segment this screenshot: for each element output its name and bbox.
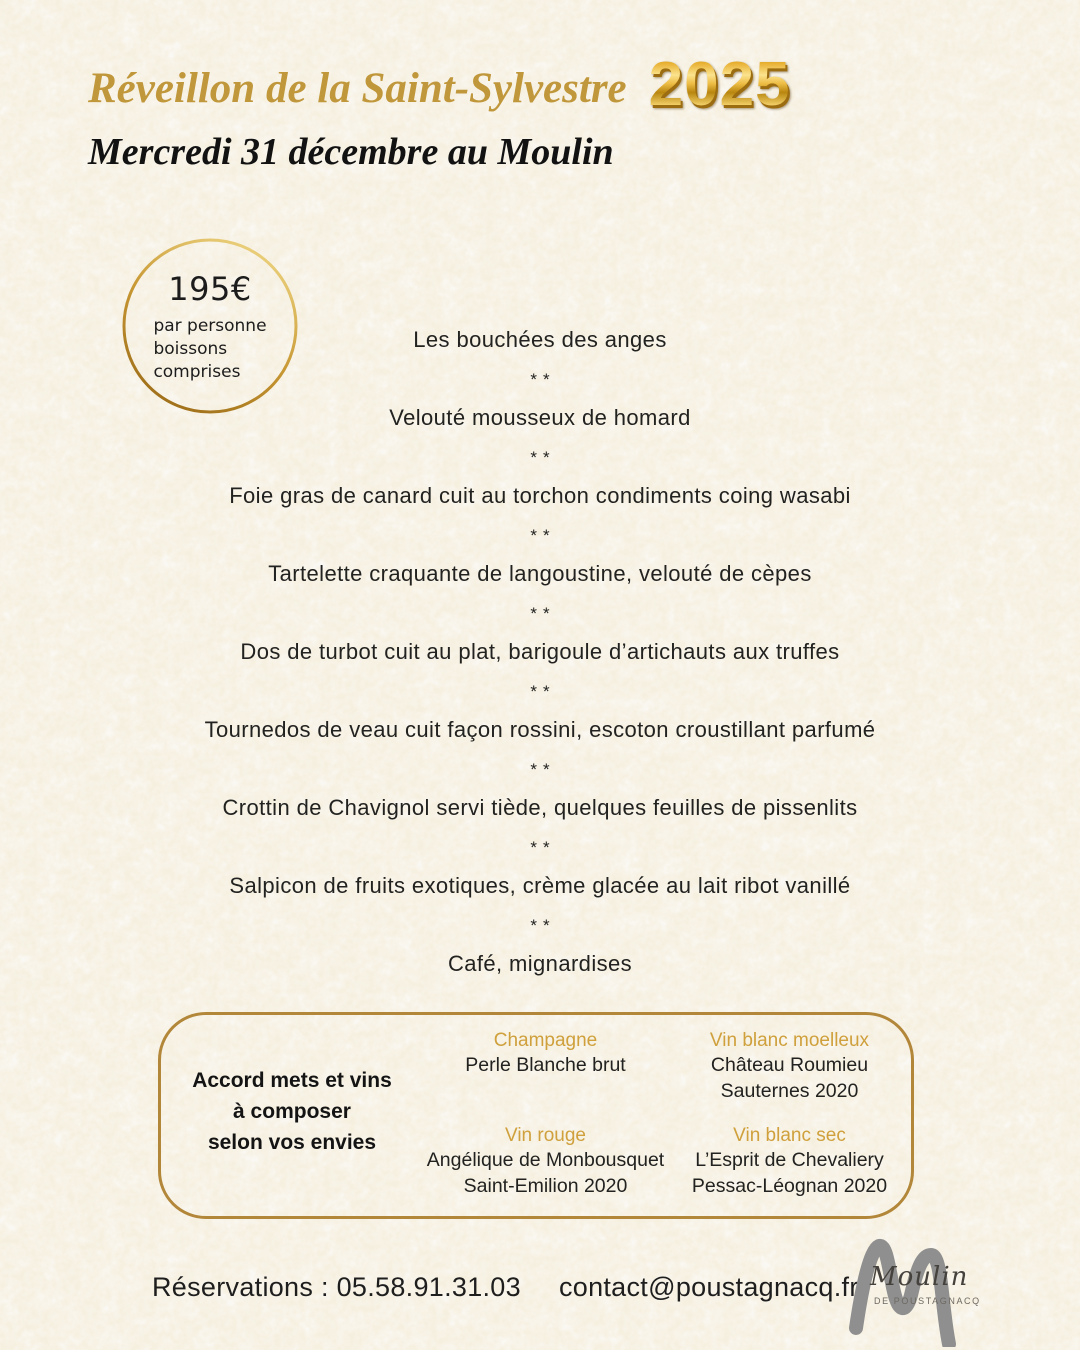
wine-name: L’Esprit de Chevaliery [695,1149,884,1171]
wine-pairing-box [158,1012,914,1219]
menu-item: Dos de turbot cuit au plat, barigoule d’artichauts aux truffes [240,639,840,664]
wine-name: Angélique de Monbousquet [426,1149,665,1171]
wine-pairing [465,1028,625,1079]
wine-pairing [710,1028,869,1104]
menu-item: Salpicon de fruits exotiques, crème glacée au lait ribot vanillé [229,873,851,898]
menu-separator: ** [530,760,556,779]
menu-separator: ** [530,838,556,857]
badge-caption-line: boissons [153,339,228,360]
page-title: Réveillon de la Saint-Sylvestre [88,65,627,113]
wine-intro-line: selon vos envies [207,1131,377,1154]
wine-pairing [692,1123,887,1199]
menu-item: Foie gras de canard cuit au torchon condiments coing wasabi [229,483,851,508]
menu-separator: ** [530,682,556,701]
wine-name: Château Roumieu [710,1054,869,1076]
wine-name: Sauternes 2020 [720,1079,859,1102]
footer [152,1272,859,1303]
wine-category-label: Champagne [493,1030,598,1051]
wine-column [668,1015,911,1216]
wine-intro-line: à composer [233,1100,351,1123]
wine-name: Saint-Emilion 2020 [463,1174,628,1197]
wine-intro-line: Accord mets et vins [192,1069,392,1092]
badge-caption-line: par personne [153,316,267,337]
menu-separator: ** [530,604,556,623]
menu-separator: ** [530,916,556,935]
wine-pairing-intro [161,1011,423,1212]
header [88,50,791,120]
menu-item: Café, mignardises [447,951,633,976]
menu-item: Les bouchées des anges [413,327,667,352]
wine-column [423,1015,668,1216]
menu-separator: ** [530,526,556,545]
menu-item: Tournedos de veau cuit façon rossini, escoton croustillant parfumé [204,717,876,742]
event-date-subtitle: Mercredi 31 décembre au Moulin [88,131,614,173]
menu-item: Velouté mousseux de homard [389,405,691,430]
menu-item: Tartelette craquante de langoustine, velouté de cèpes [268,561,812,586]
reservations-phone: Réservations : 05.58.91.31.03 [152,1272,521,1302]
price-per-person: 195€ [168,270,252,309]
contact-email: contact@poustagnacq.fr [558,1272,859,1302]
wine-category-label: Vin blanc sec [733,1125,846,1146]
menu-separator: ** [530,370,556,389]
logo-subname: DE POUSTAGNACQ [874,1296,981,1306]
wine-category-label: Vin rouge [505,1125,586,1146]
logo-name: Moulin [870,1262,969,1292]
restaurant-logo [838,1232,1008,1347]
wine-name: Pessac-Léognan 2020 [691,1174,888,1197]
wine-name: Perle Blanche brut [465,1054,626,1076]
menu-item: Crottin de Chavignol servi tiède, quelques feuilles de pissenlits [222,795,858,820]
menu-list [0,320,1080,983]
wine-category-label: Vin blanc moelleux [709,1030,870,1051]
year-badge: 2025 [648,50,791,119]
menu-separator: ** [530,448,556,467]
wine-pairing [427,1123,664,1199]
badge-caption-line: comprises [153,361,241,382]
